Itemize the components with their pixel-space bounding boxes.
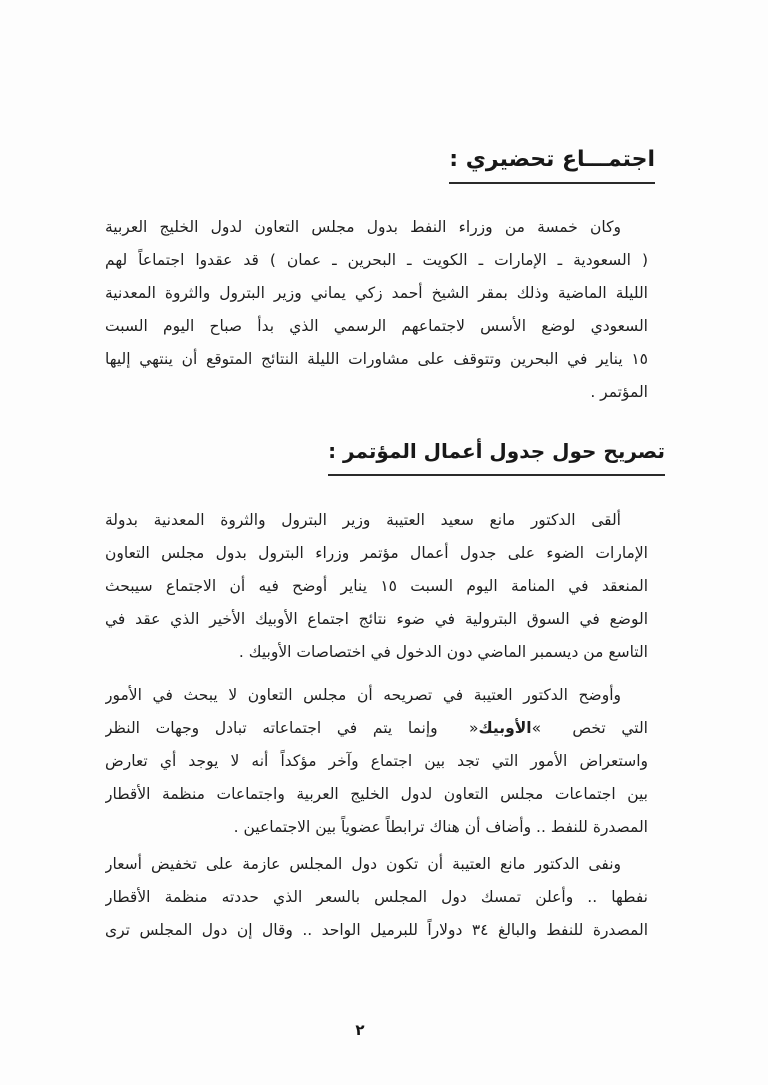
text-line: الوضع في السوق البترولية في ضوء نتائج اجتماع الأوبيك الأخير الذي عقد في [105, 610, 648, 628]
opec-bold-term: الأوبيك [478, 719, 532, 737]
text-line: نفطها .. وأعلن تمسك دول المجلس بالسعر الذي حددته منظمة الأقطار [105, 888, 648, 906]
text-line-with-bold-opec [105, 712, 648, 745]
text-line: بين اجتماعات مجلس التعاون لدول الخليج العربية واجتماعات منظمة الأقطار [105, 785, 648, 803]
opening-guillemet: « [531, 719, 557, 737]
paragraph-meeting [105, 211, 648, 409]
text-line: الإمارات الضوء على جدول أعمال مؤتمر وزراء البترول بدول مجلس التعاون [105, 544, 648, 562]
page-number: ٢ [355, 1021, 365, 1039]
text-line: وأوضح الدكتور العتيبة في تصريحه أن مجلس التعاون لا يبحث في الأمور [105, 686, 621, 704]
heading-statement-agenda: تصريح حول جدول أعمال المؤتمر : [328, 437, 665, 476]
text-line: ونفى الدكتور مانع العتيبة أن تكون دول المجلس عازمة على تخفيض أسعار [105, 855, 621, 873]
text-segment: وإنما يتم في اجتماعاته تبادل وجهات النظر [105, 719, 454, 737]
text-line: المؤتمر . [590, 383, 648, 401]
paragraph-agenda [105, 504, 648, 669]
text-line: المصدرة للنفط .. وأضاف أن هناك ترابطاً عضوياً بين الاجتماعين . [233, 818, 648, 836]
text-line: السعودي لوضع الأسس لاجتماعهم الرسمي الذي بدأ صباح اليوم السبت [105, 317, 648, 335]
text-line: ألقى الدكتور مانع سعيد العتيبة وزير البترول والثروة المعدنية بدولة [105, 511, 621, 529]
text-segment: التي تخص [556, 719, 648, 737]
closing-guillemet: » [453, 719, 479, 737]
text-line: الليلة الماضية وذلك بمقر الشيخ أحمد زكي يماني وزير البترول والثروة المعدنية [105, 284, 648, 302]
text-line: وكان خمسة من وزراء النفط بدول مجلس التعاون لدول الخليج العربية [105, 218, 621, 236]
text-line: المنعقد في المنامة اليوم السبت ١٥ يناير أوضح فيه أن الاجتماع سيبحث [105, 577, 648, 595]
paragraph-oil-prices [105, 848, 648, 947]
text-line: ١٥ يناير في البحرين وتتوقف على مشاورات الليلة النتائج المتوقع أن ينتهي إليها [105, 350, 648, 368]
text-line: ( السعودية ـ الإمارات ـ الكويت ـ البحرين ـ عمان ) قد عقدوا اجتماعاً لهم [105, 251, 648, 269]
heading-preparatory-meeting: اجتمـــاع تحضيري : [449, 145, 655, 184]
text-line: واستعراض الأمور التي تجد بين اجتماع وآخر مؤكداً أنه لا يوجد أي تعارض [105, 752, 648, 770]
text-line: التاسع من ديسمبر الماضي دون الدخول في اختصاصات الأوبيك . [238, 643, 648, 661]
text-line: المصدرة للنفط والبالغ ٣٤ دولاراً للبرميل الواحد .. وقال إن دول المجلس ترى [105, 921, 648, 939]
paragraph-opec-relation [105, 679, 648, 844]
